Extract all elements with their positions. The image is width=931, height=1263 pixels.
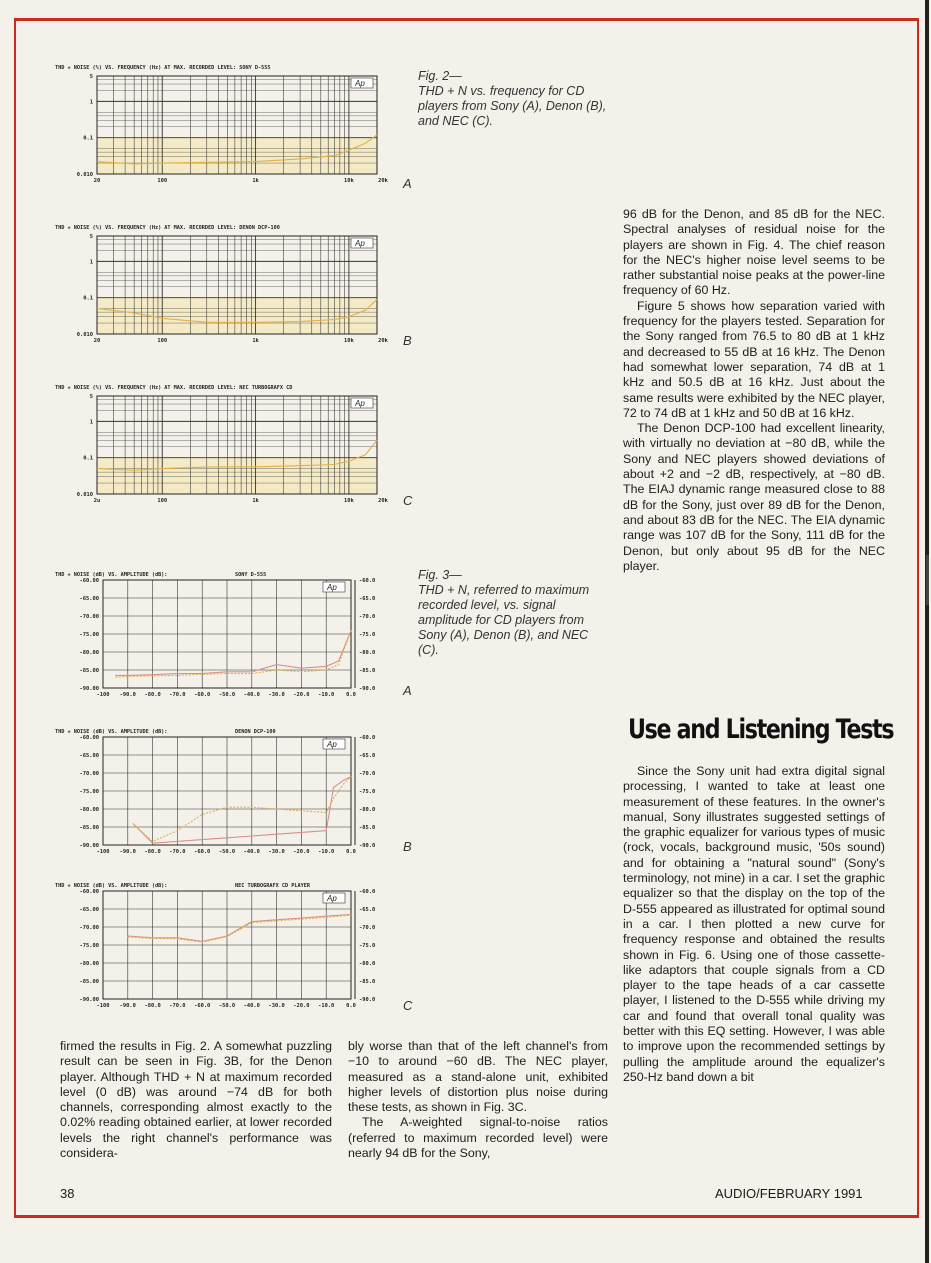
fig3-label: Fig. 3— xyxy=(418,568,462,582)
x-tick-label: -80.0 xyxy=(144,692,161,698)
chart-subtitle: DENON DCP-100 xyxy=(235,729,276,735)
body-column-3-cont xyxy=(623,764,885,1085)
x-tick-label: -90.0 xyxy=(119,1003,136,1009)
chart-thd-amp-nec xyxy=(55,881,385,1019)
chart-thd-amp-sony xyxy=(55,570,385,708)
series-line xyxy=(115,630,351,675)
x-tick-label: -80.0 xyxy=(144,849,161,855)
x-tick-label: 2u xyxy=(93,498,101,504)
y-tick-label-right: -60.0 xyxy=(359,735,376,741)
y-tick-label-left: -85.00 xyxy=(79,668,99,674)
chart-title: THD + NOISE (%) VS. FREQUENCY (Hz) AT MAX. RECORDED LEVEL: SONY D-555 xyxy=(55,65,271,71)
x-tick-label: 0.0 xyxy=(346,692,356,698)
shaded-band xyxy=(97,458,377,494)
y-tick-label-right: -70.0 xyxy=(359,614,376,620)
x-tick-label: -50.0 xyxy=(218,849,236,855)
x-tick-label: -50.0 xyxy=(218,1003,236,1009)
chart-thd-amp-denon xyxy=(55,727,385,865)
y-tick-label-right: -65.0 xyxy=(359,753,376,759)
chart-svg xyxy=(55,881,385,1019)
margin-mark xyxy=(926,555,929,605)
x-tick-label: -30.0 xyxy=(268,849,285,855)
fig3-text: THD + N, referred to maximum recorded level, vs. signal amplitude for CD players from Sony (A), Denon (B), and NEC (C). xyxy=(418,583,590,657)
y-tick-label-left: -65.00 xyxy=(79,596,99,602)
y-tick-label-left: -85.00 xyxy=(79,825,99,831)
x-tick-label: 20 xyxy=(93,338,101,344)
body-column-2 xyxy=(348,1039,608,1161)
x-tick-label: -20.0 xyxy=(293,849,310,855)
x-tick-label: 20k xyxy=(378,178,388,184)
y-tick-label-left: -70.00 xyxy=(79,771,99,777)
y-tick-label-left: -80.00 xyxy=(79,650,99,656)
chart-title: THD + NOISE (dB) VS. AMPLITUDE (dB): xyxy=(55,572,168,578)
y-tick-label-left: -60.00 xyxy=(79,735,99,741)
y-tick-label-right: -80.0 xyxy=(359,807,376,813)
y-tick-label-right: -65.0 xyxy=(359,907,376,913)
x-tick-label: -100 xyxy=(96,692,110,698)
y-tick-label: 0.010 xyxy=(76,172,93,178)
y-tick-label: 0.010 xyxy=(76,492,93,498)
x-tick-label: -60.0 xyxy=(194,692,211,698)
fig3-caption xyxy=(418,568,598,658)
y-tick-label: 1 xyxy=(89,259,93,266)
ap-logo: Ap xyxy=(327,894,337,903)
y-tick-label: 1 xyxy=(89,419,93,426)
series-line xyxy=(133,777,351,844)
y-tick-label-left: -80.00 xyxy=(79,961,99,967)
paragraph: Figure 5 shows how separation varied with frequency for the players tested. Separation for the Sony ranged from 76.5 to 80 dB at 1 kHz and decreased to 55 dB at 16 kHz. The Denon had somewhat lower separation, 74 dB at 1 kHz and 50.5 dB at 16 kHz. Just about the same results were exhibited by the NEC player, 72 to 74 dB at 1 kHz and 50 dB at 16 kHz. xyxy=(623,298,885,420)
panel-letter-3a: A xyxy=(403,683,412,698)
x-tick-label: -70.0 xyxy=(169,1003,186,1009)
chart-svg xyxy=(55,570,385,708)
fig2-label: Fig. 2— xyxy=(418,69,462,83)
issue-date: AUDIO/FEBRUARY 1991 xyxy=(715,1186,863,1201)
y-tick-label: 0.1 xyxy=(83,455,93,462)
x-tick-label: -100 xyxy=(96,1003,110,1009)
x-tick-label: 0.0 xyxy=(346,1003,356,1009)
x-tick-label: 10k xyxy=(344,338,354,344)
panel-letter-2a: A xyxy=(403,176,412,191)
y-tick-label-right: -60.0 xyxy=(359,889,376,895)
x-tick-label: -40.0 xyxy=(243,692,260,698)
y-tick-label-right: -75.0 xyxy=(359,943,376,949)
y-tick-label-right: -70.0 xyxy=(359,925,376,931)
panel-letter-2b: B xyxy=(403,333,412,348)
x-tick-label: 20 xyxy=(93,178,101,184)
ap-logo: Ap xyxy=(355,399,365,408)
y-tick-label-right: -85.0 xyxy=(359,979,376,985)
chart-title: THD + NOISE (dB) VS. AMPLITUDE (dB): xyxy=(55,729,168,735)
x-tick-label: -10.0 xyxy=(318,692,335,698)
paragraph: firmed the results in Fig. 2. A somewhat puzzling result can be seen in Fig. 3B, for the Denon player. Although THD + N at maximum recorded level (0 dB) was around −74 dB for both channels, corresponding almost exactly to the 0.02% reading obtained earlier, at lower recorded levels the right channel's performance was considera- xyxy=(60,1039,332,1161)
chart-title: THD + NOISE (dB) VS. AMPLITUDE (dB): xyxy=(55,883,168,889)
paragraph: Since the Sony unit had extra digital signal processing, I wanted to take at least one measurement of these features. In the owner's manual, Sony illustrates suggested settings of the graphic equalizer for various types of music (rock, vocals, background music, '50s sound) and for obtaining a "natural sound" (Sony's terminology, not mine) in a car. I set the graphic equalizer so that the display on the top of the D-555 appeared as illustrated for optimal sound in a car. I then plotted a new curve for frequency response and obtained the results shown in Fig. 6. Using one of those cassette-like adaptors that couple signals from a CD player to the tape heads of a car cassette player, I listened to the D-555 while driving my car and found that overall tonal quality was better with this EQ setting. However, I was able to improve upon the recommended settings by pulling the amplitude around the equalizer's 250-Hz band down a bit xyxy=(623,764,885,1084)
y-tick-label-left: -60.00 xyxy=(79,578,99,584)
y-tick-label-left: -75.00 xyxy=(79,632,99,638)
x-tick-label: -60.0 xyxy=(194,849,211,855)
ap-logo: Ap xyxy=(355,239,365,248)
y-tick-label-right: -75.0 xyxy=(359,632,376,638)
x-tick-label: -20.0 xyxy=(293,1003,310,1009)
paragraph: The Denon DCP-100 had excellent linearity, with virtually no deviation at −80 dB, while the Sony and NEC players showed deviations of about +2 and −2 dB, respectively, at −80 dB. The EIAJ dynamic range measured close to 88 dB for the Sony, just over 89 dB for the Denon, and about 83 dB for the NEC. The EIA dynamic range was 107 dB for the Sony, 111 dB for the Denon, but only about 95 dB for the NEC player. xyxy=(623,421,885,573)
x-tick-label: -90.0 xyxy=(119,849,136,855)
x-tick-label: -10.0 xyxy=(318,1003,335,1009)
x-tick-label: -20.0 xyxy=(293,692,310,698)
body-column-1 xyxy=(60,1039,332,1161)
x-tick-label: 0.0 xyxy=(346,849,356,855)
y-tick-label-right: -85.0 xyxy=(359,668,376,674)
x-tick-label: 10k xyxy=(344,498,354,504)
x-tick-label: -100 xyxy=(96,849,110,855)
x-tick-label: 20k xyxy=(378,498,388,504)
page-number: 38 xyxy=(60,1186,75,1201)
y-tick-label-right: -90.0 xyxy=(359,997,376,1003)
y-tick-label-left: -90.00 xyxy=(79,686,99,692)
x-tick-label: 100 xyxy=(157,498,168,504)
y-tick-label-right: -85.0 xyxy=(359,825,376,831)
x-tick-label: 1k xyxy=(252,498,259,504)
paragraph: bly worse than that of the left channel's from −10 to around −60 dB. The NEC player, measured as a stand-alone unit, exhibited higher levels of distortion plus noise during these tests, as shown in Fig. 3C. xyxy=(348,1039,608,1115)
shaded-band xyxy=(97,298,377,334)
fig2-caption xyxy=(418,69,608,129)
x-tick-label: -10.0 xyxy=(318,849,335,855)
y-tick-label-left: -65.00 xyxy=(79,753,99,759)
x-tick-label: -80.0 xyxy=(144,1003,161,1009)
y-tick-label: 5 xyxy=(89,74,93,80)
chart-subtitle: SONY D-555 xyxy=(235,572,267,578)
y-tick-label-left: -90.00 xyxy=(79,843,99,849)
y-tick-label-right: -65.0 xyxy=(359,596,376,602)
x-tick-label: 1k xyxy=(252,178,259,184)
chart-thd-freq-sony xyxy=(55,62,388,192)
x-tick-label: -30.0 xyxy=(268,1003,285,1009)
panel-letter-3b: B xyxy=(403,839,412,854)
y-tick-label-left: -60.00 xyxy=(79,889,99,895)
y-tick-label-right: -90.0 xyxy=(359,686,376,692)
chart-svg xyxy=(55,62,388,192)
chart-svg xyxy=(55,727,385,865)
chart-thd-freq-denon xyxy=(55,222,388,352)
paragraph: The A-weighted signal-to-noise ratios (referred to maximum recorded level) were nearly 94 dB for the Sony, xyxy=(348,1115,608,1161)
ap-logo: Ap xyxy=(327,740,337,749)
ap-logo: Ap xyxy=(355,79,365,88)
ap-logo: Ap xyxy=(327,583,337,592)
x-tick-label: -40.0 xyxy=(243,849,260,855)
x-tick-label: 1k xyxy=(252,338,259,344)
y-tick-label-right: -75.0 xyxy=(359,789,376,795)
y-tick-label: 5 xyxy=(89,234,93,240)
y-tick-label-left: -80.00 xyxy=(79,807,99,813)
y-tick-label: 0.1 xyxy=(83,295,93,302)
x-tick-label: -30.0 xyxy=(268,692,285,698)
x-tick-label: -50.0 xyxy=(218,692,236,698)
y-tick-label-right: -90.0 xyxy=(359,843,376,849)
chart-svg xyxy=(55,222,388,352)
y-tick-label: 5 xyxy=(89,394,93,400)
chart-thd-freq-nec xyxy=(55,382,388,512)
x-tick-label: 100 xyxy=(157,338,168,344)
y-tick-label: 0.010 xyxy=(76,332,93,338)
y-tick-label-left: -85.00 xyxy=(79,979,99,985)
y-tick-label-right: -80.0 xyxy=(359,650,376,656)
y-tick-label-right: -70.0 xyxy=(359,771,376,777)
fig2-text: THD + N vs. frequency for CD players from Sony (A), Denon (B), and NEC (C). xyxy=(418,84,607,128)
y-tick-label-right: -80.0 xyxy=(359,961,376,967)
paragraph: 96 dB for the Denon, and 85 dB for the NEC. Spectral analyses of residual noise for the players are shown in Fig. 4. The chief reason for the NEC's higher noise level seems to be rather substantial noise peaks at the power-line frequency of 60 Hz. xyxy=(623,207,885,298)
chart-title: THD + NOISE (%) VS. FREQUENCY (Hz) AT MAX. RECORDED LEVEL: NEC TURBOGRAFX CD xyxy=(55,385,293,391)
x-tick-label: 100 xyxy=(157,178,168,184)
y-tick-label-left: -70.00 xyxy=(79,925,99,931)
body-column-3 xyxy=(623,207,885,574)
y-tick-label-left: -70.00 xyxy=(79,614,99,620)
panel-letter-2c: C xyxy=(403,493,413,508)
x-tick-label: 10k xyxy=(344,178,354,184)
y-tick-label-right: -60.0 xyxy=(359,578,376,584)
y-tick-label-left: -75.00 xyxy=(79,943,99,949)
y-tick-label-left: -90.00 xyxy=(79,997,99,1003)
chart-svg xyxy=(55,382,388,512)
y-tick-label-left: -75.00 xyxy=(79,789,99,795)
y-tick-label-left: -65.00 xyxy=(79,907,99,913)
x-tick-label: 20k xyxy=(378,338,388,344)
right-margin-rule xyxy=(925,0,929,1263)
x-tick-label: -60.0 xyxy=(194,1003,211,1009)
section-heading: Use and Listening Tests xyxy=(628,714,894,745)
x-tick-label: -70.0 xyxy=(169,692,186,698)
x-tick-label: -40.0 xyxy=(243,1003,260,1009)
x-tick-label: -90.0 xyxy=(119,692,136,698)
y-tick-label: 0.1 xyxy=(83,135,93,142)
chart-subtitle: NEC TURBOGRAFX CD PLAYER xyxy=(235,883,310,889)
y-tick-label: 1 xyxy=(89,99,93,106)
panel-letter-3c: C xyxy=(403,998,413,1013)
x-tick-label: -70.0 xyxy=(169,849,186,855)
chart-title: THD + NOISE (%) VS. FREQUENCY (Hz) AT MAX. RECORDED LEVEL: DENON DCP-100 xyxy=(55,225,280,231)
